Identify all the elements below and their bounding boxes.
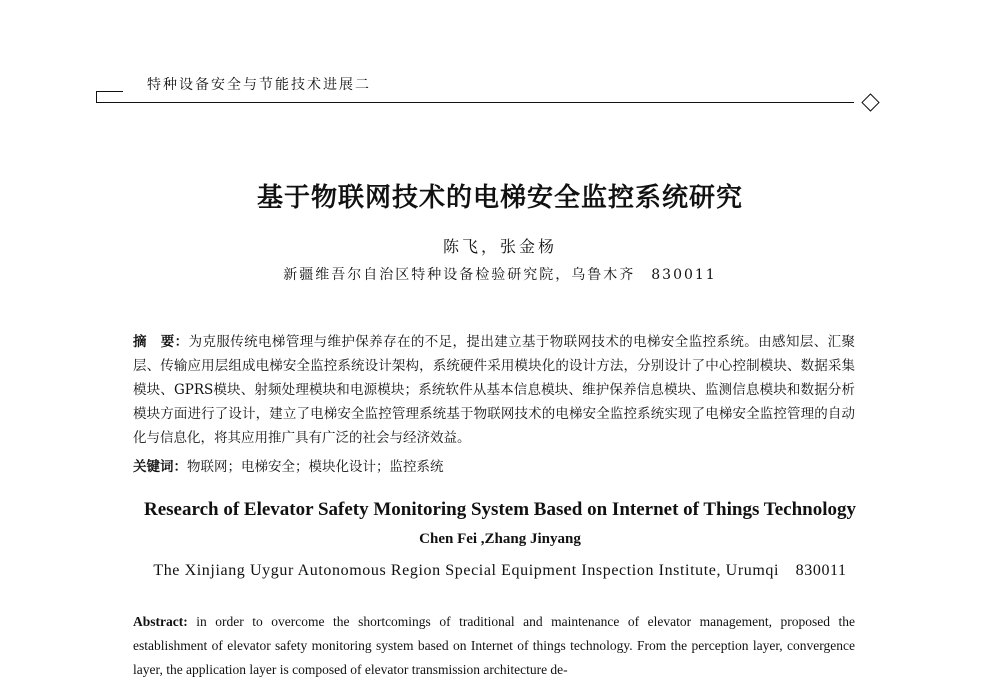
title-cn: 基于物联网技术的电梯安全监控系统研究	[256, 183, 743, 213]
affiliation-en: The Xinjiang Uygur Autonomous Region Special Equipment Inspection Institute, Urumqi 830011	[153, 562, 847, 579]
keywords-cn-text: 物联网；电梯安全；模块化设计；监控系统	[187, 459, 444, 475]
affiliation-cn: 新疆维吾尔自治区特种设备检验研究院，乌鲁木齐 830011	[283, 267, 717, 283]
header-rule-tab	[96, 91, 123, 92]
abstract-cn	[133, 330, 855, 450]
abstract-en	[133, 610, 855, 682]
running-header: 特种设备安全与节能技术进展二	[147, 77, 371, 93]
keywords-cn	[133, 455, 855, 475]
abstract-en-text: in order to overcome the shortcomings of traditional and maintenance of elevator management, proposed the establishment of elevator safety monitoring system based on Internet of things technology. From the perception layer, convergence layer, the application layer is composed of elevator transmission architecture de-	[133, 614, 855, 677]
keywords-cn-label: 关键词：	[133, 459, 187, 475]
title-en: Research of Elevator Safety Monitoring System Based on Internet of Things Technology	[144, 499, 856, 520]
abstract-cn-label: 摘 要：	[133, 334, 189, 350]
abstract-cn-text: 为克服传统电梯管理与维护保养存在的不足，提出建立基于物联网技术的电梯安全监控系统。由感知层、汇聚层、传输应用层组成电梯安全监控系统设计架构，系统硬件采用模块化的设计方法，分别设计了中心控制模块、数据采集模块、GPRS模块、射频处理模块和电源模块；系统软件从基本信息模块、维护保养信息模块、监测信息模块和数据分析模块方面进行了设计，建立了电梯安全监控管理系统基于物联网技术的电梯安全监控系统实现了电梯安全监控管理的自动化与信息化，将其应用推广具有广泛的社会与经济效益。	[133, 334, 856, 446]
abstract-en-label: Abstract:	[133, 614, 188, 629]
authors-cn: 陈飞，张金杨	[442, 237, 557, 256]
header-rule	[96, 102, 854, 103]
diamond-icon	[861, 93, 879, 111]
header-rule-tick	[96, 91, 97, 102]
authors-en: Chen Fei ,Zhang Jinyang	[419, 531, 581, 547]
